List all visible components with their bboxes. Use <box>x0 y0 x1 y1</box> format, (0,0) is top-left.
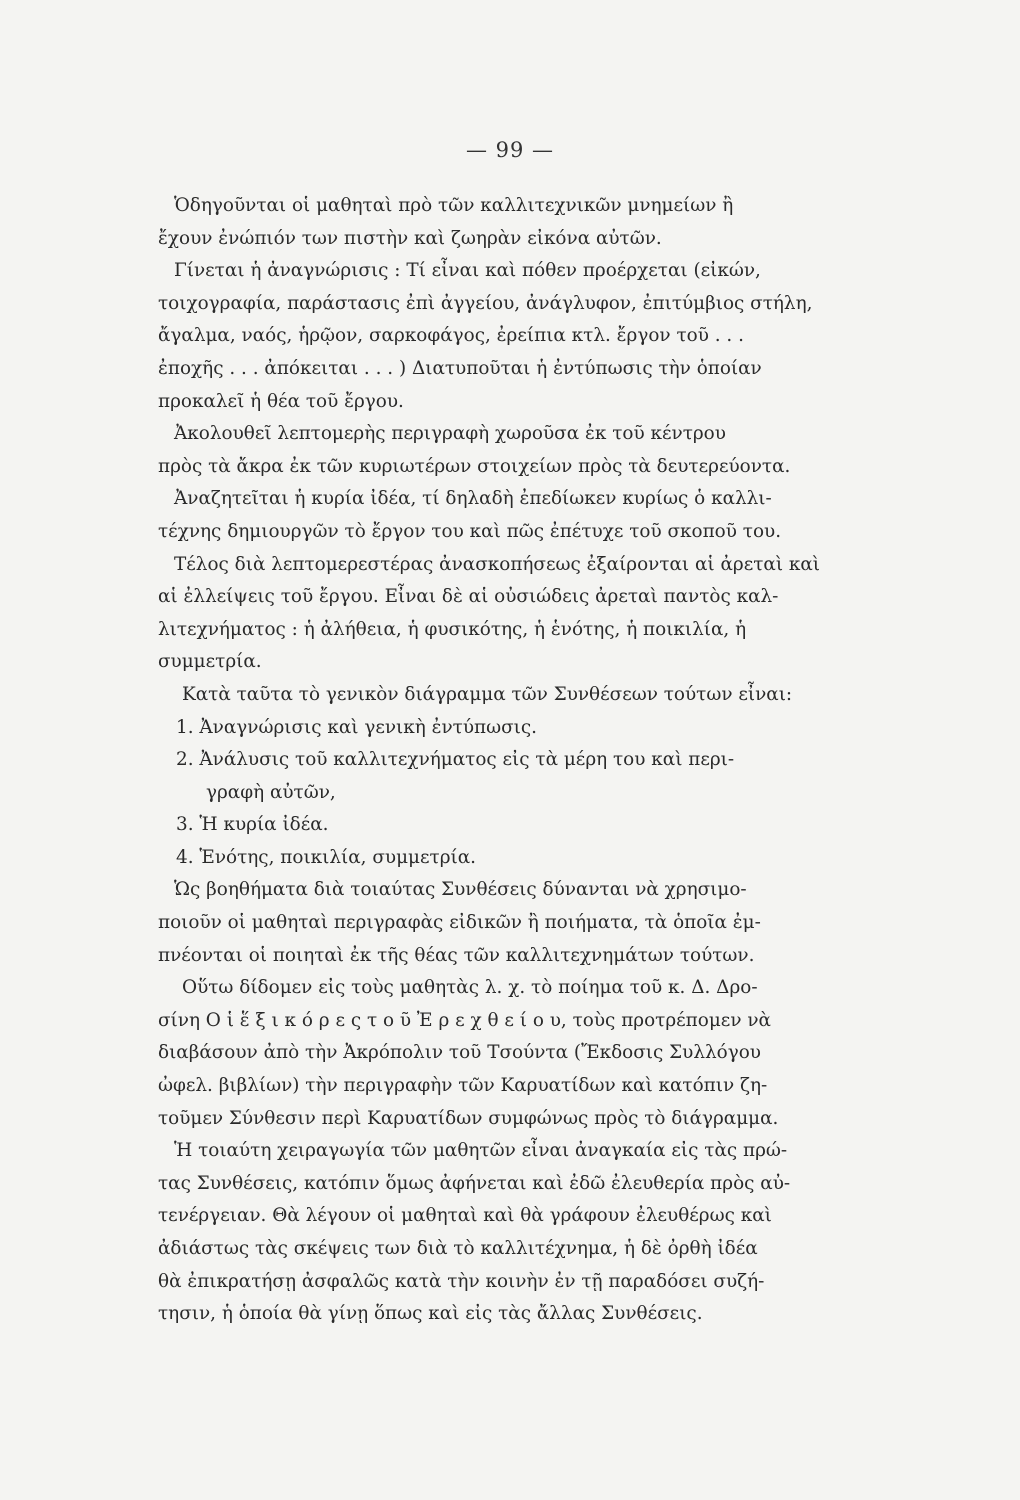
text-line: αἱ ἐλλείψεις τοῦ ἔργου. Εἶναι δὲ αἱ οὐσιώδεις ἀρεταὶ παντὸς καλ- <box>158 586 779 608</box>
list-item-continuation: γραφὴ αὐτῶν, <box>206 781 336 803</box>
text-line: Κατὰ ταῦτα τὸ γενικὸν διάγραμμα τῶν Συνθέσεων τούτων εἶναι: <box>182 683 793 705</box>
text-line: πρὸς τὰ ἄκρα ἐκ τῶν κυριωτέρων στοιχείων πρὸς τὰ δευτερεύοντα. <box>158 455 791 477</box>
text-line: ποιοῦν οἱ μαθηταὶ περιγραφὰς εἰδικῶν ἢ ποιήματα, τὰ ὁποῖα ἐμ- <box>158 912 761 934</box>
text-line: τοῦμεν Σύνθεσιν περὶ Καρυατίδων συμφώνως πρὸς τὸ διάγραμμα. <box>158 1107 779 1129</box>
body-text <box>158 190 852 1331</box>
text-line: τησιν, ἡ ὁποία θὰ γίνῃ ὅπως καὶ εἰς τὰς ἄλλας Συνθέσεις. <box>158 1303 703 1325</box>
list-item: 3. Ἡ κυρία ἰδέα. <box>176 814 329 836</box>
text-line: Ἀναζητεῖται ἡ κυρία ἰδέα, τί δηλαδὴ ἐπεδίωκεν κυρίως ὁ καλλι- <box>174 488 772 510</box>
text-line: Τέλος διὰ λεπτομερεστέρας ἀνασκοπήσεως ἐξαίρονται αἱ ἀρεταὶ καὶ <box>174 553 820 575</box>
text-line: Ὡς βοηθήματα διὰ τοιαύτας Συνθέσεις δύνανται νὰ χρησιμο- <box>174 879 747 901</box>
text-line: διαβάσουν ἀπὸ τὴν Ἀκρόπολιν τοῦ Τσούντα (Ἔκδοσις Συλλόγου <box>158 1042 761 1064</box>
text-line: ὠφελ. βιβλίων) τὴν περιγραφὴν τῶν Καρυατίδων καὶ κατόπιν ζη- <box>158 1075 768 1097</box>
text-line: ἐποχῆς . . . ἀπόκειται . . . ) Διατυποῦται ἡ ἐντύπωσις τὴν ὁποίαν <box>158 357 762 379</box>
text-line: ἀδιάστως τὰς σκέψεις των διὰ τὸ καλλιτέχνημα, ἡ δὲ ὀρθὴ ἰδέα <box>158 1238 758 1259</box>
text-line: προκαλεῖ ἡ θέα τοῦ ἔργου. <box>158 390 404 412</box>
text-line: θὰ ἐπικρατήσῃ ἀσφαλῶς κατὰ τὴν κοινὴν ἐν τῇ παραδόσει συζή- <box>158 1270 765 1292</box>
text-line: τοιχογραφία, παράστασις ἐπὶ ἀγγείου, ἀνάγλυφον, ἐπιτύμβιος στήλη, <box>158 292 813 314</box>
text-line: Ὁδηγοῦνται οἱ μαθηταὶ πρὸ τῶν καλλιτεχνικῶν μνημείων ἢ <box>174 195 734 216</box>
list-item: 2. Ἀνάλυσις τοῦ καλλιτεχνήματος εἰς τὰ μέρη του καὶ περι- <box>176 749 735 771</box>
text-line: ἔχουν ἐνώπιόν των πιστὴν καὶ ζωηρὰν εἰκόνα αὐτῶν. <box>158 227 662 249</box>
text-line: Ἡ τοιαύτη χειραγωγία τῶν μαθητῶν εἶναι ἀναγκαία εἰς τὰς πρώ- <box>174 1140 788 1162</box>
text-line: Ἀκολουθεῖ λεπτομερὴς περιγραφὴ χωροῦσα ἐκ τοῦ κέντρου <box>174 423 726 445</box>
list-item: 1. Ἀναγνώρισις καὶ γενικὴ ἐντύπωσις. <box>176 716 538 738</box>
text-line: πνέονται οἱ ποιηταὶ ἐκ τῆς θέας τῶν καλλιτεχνημάτων τούτων. <box>158 944 755 966</box>
text-line: τέχνης δημιουργῶν τὸ ἔργον του καὶ πῶς ἐπέτυχε τοῦ σκοποῦ του. <box>158 520 782 542</box>
list-item: 4. Ἑνότης, ποικιλία, συμμετρία. <box>176 846 476 868</box>
text-line: ἄγαλμα, ναός, ἡρῷον, σαρκοφάγος, ἐρείπια κτλ. ἔργον τοῦ . . . <box>158 325 744 347</box>
text-line: τενέργειαν. Θὰ λέγουν οἱ μαθηταὶ καὶ θὰ γράφουν ἐλευθέρως καὶ <box>158 1205 772 1227</box>
text-line: σίνη Ο ἱ ἕ ξ ι κ ό ρ ε ς τ ο ῦ Ἐ ρ ε χ θ ε ί ο υ, τοὺς προτρέπομεν νὰ <box>158 1009 771 1031</box>
page-number: — 99 — <box>465 138 555 162</box>
text-line: Οὕτω δίδομεν εἰς τοὺς μαθητὰς λ. χ. τὸ ποίημα τοῦ κ. Δ. Δρο- <box>182 977 758 999</box>
text-line: τας Συνθέσεις, κατόπιν ὅμως ἀφήνεται καὶ ἐδῶ ἐλευθερία πρὸς αὐ- <box>158 1172 791 1194</box>
text-line: Γίνεται ἡ ἀναγνώρισις : Τί εἶναι καὶ πόθεν προέρχεται (εἰκών, <box>174 260 761 282</box>
text-line: λιτεχνήματος : ἡ ἀλήθεια, ἡ φυσικότης, ἡ ἑνότης, ἡ ποικιλία, ἡ <box>158 618 747 640</box>
text-line: συμμετρία. <box>158 651 262 673</box>
